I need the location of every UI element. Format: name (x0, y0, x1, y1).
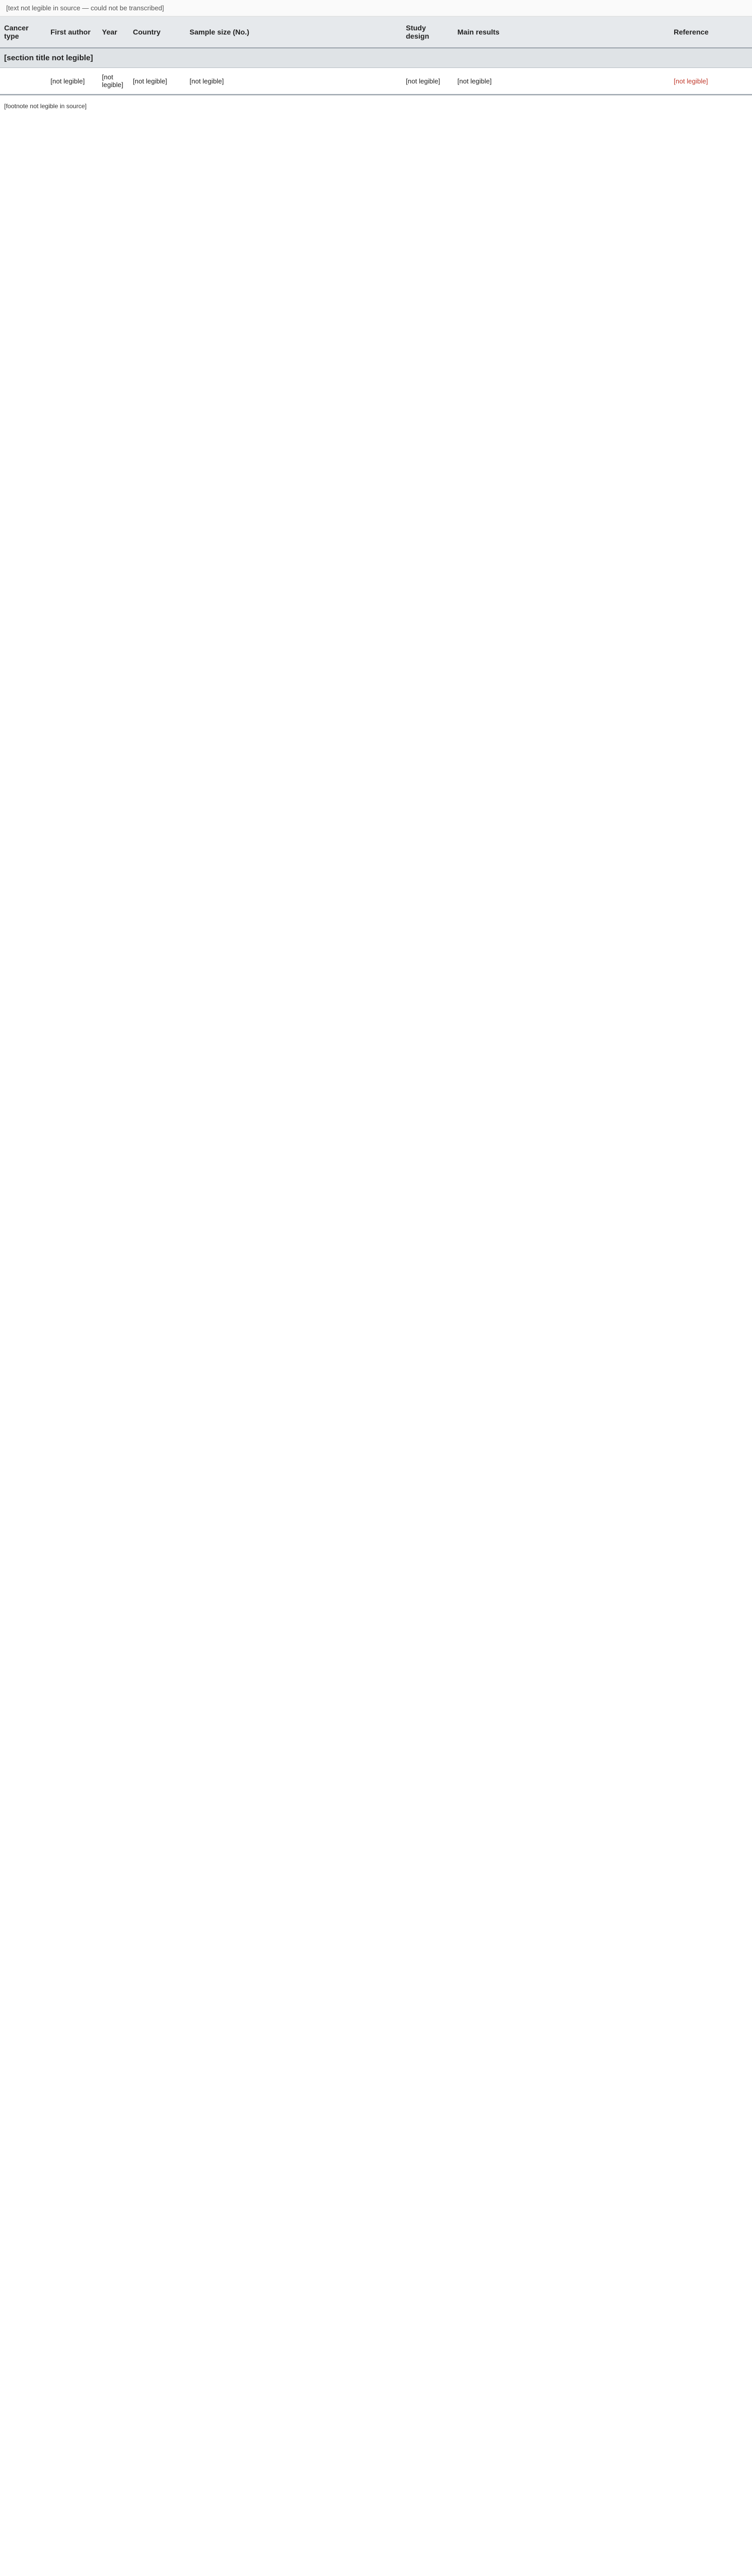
cancer-type-cell (0, 68, 46, 94)
column-header: Main results (453, 16, 670, 48)
document (0, 0, 752, 117)
header-row (0, 16, 752, 48)
column-header: First author (46, 16, 98, 48)
sample-cell: [not legible] (185, 68, 402, 94)
year-cell: [not legible] (98, 68, 129, 94)
column-header: Year (98, 16, 129, 48)
table-header (0, 16, 752, 48)
section-header-row (0, 48, 752, 68)
table-body (0, 48, 752, 94)
table-row (0, 68, 752, 94)
column-header: Study design (402, 16, 453, 48)
result-cell: [not legible] (453, 68, 670, 94)
column-header: Reference (670, 16, 752, 48)
column-header: Cancer type (0, 16, 46, 48)
table-footnote: [footnote not legible in source] (0, 94, 752, 117)
cancer-studies-table (0, 16, 752, 94)
section-title: [section title not legible] (0, 48, 752, 68)
country-cell: [not legible] (129, 68, 185, 94)
column-header: Country (129, 16, 185, 48)
ref-cell[interactable]: [not legible] (670, 68, 752, 94)
design-cell: [not legible] (402, 68, 453, 94)
author-cell: [not legible] (46, 68, 98, 94)
transcription-note: [text not legible in source — could not be transcribed] (0, 0, 752, 16)
column-header: Sample size (No.) (185, 16, 402, 48)
